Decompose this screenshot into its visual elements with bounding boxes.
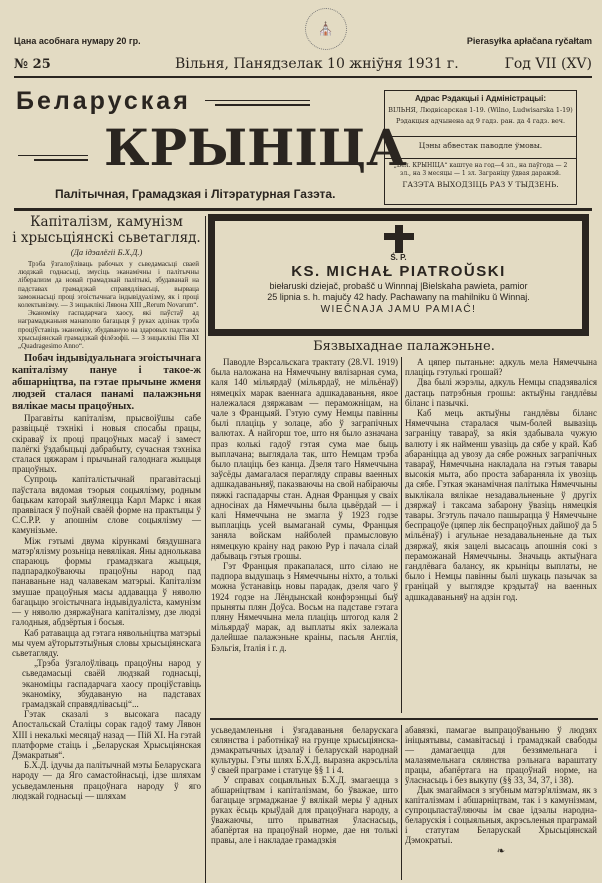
ornament-icon: ❧ xyxy=(496,846,506,857)
subscription-prices: „Бел. КРЫНІЦА“ каштуе на год—4 зл., на паўгода — 2 зл., на 3 месяцы — 1 зл. Заграніцу ўдвая даражэй. xyxy=(393,162,568,177)
paragraph: Б.Х.Д. ідучы да палітычнай мэты Беларускага народу — да Яго самастойнасьці, ідзе шляхам усьведамленьня працоўнага народу ў яго людзкай годнасьці — шляхам xyxy=(12,760,201,801)
obituary-box xyxy=(208,214,589,336)
paragraph: Гэтак сказалі з высокага пасаду Апостальскай Сталіцы сорак гадоў таму Лявон XIII і некалькі месяцаў назад — Пій XI. На гэтай платформе стаіць і „Беларуская Хрысьціянская Дэмакратыя“. xyxy=(12,709,201,760)
obituary-sp: Ś. P. xyxy=(390,253,407,262)
byline: (Да ідэалёгіі Б.Х.Д.) xyxy=(70,247,143,257)
ornament-line xyxy=(205,100,310,101)
section-rule xyxy=(210,718,598,720)
editorial-info-box xyxy=(384,90,577,205)
paragraph: А цяпер пытаньне: адкуль мела Нямеччына плаціць гэтулькі грошай? xyxy=(405,357,597,378)
left-article xyxy=(12,215,201,801)
address: ВІЛЬНЯ, Людвісарская 1-19. (Wilno, Ludwisarska 1-19) xyxy=(388,106,573,114)
title-line: Капіталізм, камунізм xyxy=(30,214,183,230)
epigraph-paragraph: Трэба ўзгалоўліваць рабочых у сьведамасьці сваей людзкай годнасьці, змусіць эканамічны і палітычны ліберализм да новай грамадзкай палітыкі, збудаванай на падставах грамадзкай справядлівасьці, вырваца заможнасьці проці эгоістычнага індывідуалізму, як і проці колектывізму. — З энцыклікі Лявона XIII „Rerum Novarum“. xyxy=(18,260,199,310)
paragraph: Прагавіты капіталізм, прысвоіўшы сабе развіцьцё тэхнікі і новыя спосабы працы, скіраваў іх проці працоўных масаў і замест палёгкі ўздабыцьці дабрабыту, сучасная тэхніка сталася цяжарам і прычынай галоднага жыцьця працоўных. xyxy=(12,413,201,475)
address-title: Адрас Рэдакцыі і Адміністрацыі: xyxy=(414,94,547,103)
obituary-text xyxy=(215,281,582,303)
cross-icon xyxy=(384,225,414,253)
column-divider xyxy=(205,216,206,883)
obituary-memorial: WIEČNAJA JAMU PAMIAĆ! xyxy=(320,304,477,315)
price-note: Цана асобнага нумару 20 гр. xyxy=(14,36,141,46)
paragraph: Супроць капіталістычнай прагавітасьці паўстала вядомая тэорыя соцыялізму, родным бацькам каторай зьяўляецца Карл Маркс і якая праявілася ў поўнай сваёй форме на практыцы ў С.С.Р.Р. у апошнім слове соцыялізму —камунізьме. xyxy=(12,474,201,536)
column-divider xyxy=(401,725,402,880)
dateline: Вільня, Панядзелак 10 жніўня 1931 г. xyxy=(175,56,459,72)
masthead-title: КРЫНІЦА xyxy=(104,118,407,177)
paragraph: Каб мець актыўны гандлёвы біланс Нямеччына старалася чым-болей вывазіць заграніцу тавараў, за якія здабывала чужую валюту і як найменш увазіць да сябе у край. Каб абараніцца ад увозу да сябе рожных заграпічных тавараў, Нямеччына накладала на гэтыя тавары высокія мыта, або проста забараняла іх увозіць да сябе. Гэткая эканамічная палітыка Нямеччыны выклікала вялікае незадавальненьне ў другіх дзяржаў і таксама забарону ўвазіць нямецкія тавары. Згэтуль пачало пашырацца ў Нямеччыне беспрацоўе (цяпер лік беспрацоўных дайшоў да 5 мільёнаў) і агульнае незадавальненьне да тых дзяржаў, якія зацелі высасаць апошнія сокі з пераможанай Нямеччыны. Значыць актыўнага гандлёвага балансу, як крыніцы выплаты, не было і Немцы павінны былі шукаць пазычак за граніцай у выглядзе крэдытаў на ваенных адшкадаваньняў на адзін год. xyxy=(405,408,597,602)
main-article-title: Бязвыхаднае палажэньне. xyxy=(313,339,495,354)
paragraph: Паводле Вэрсальскага трактату (28.VI. 1919) была наложана на Нямеччыну вялізарная сума, каля 140 мільярдаў (мільярдаў, не мільёнаў) нямецкіх марак ваеннага адшкадаваньня, якое належалася дзяржавам — пераможніцам, на чале з Францыяй. Гэтую суму Немцы павінны былі плаціць у золаце, або ў заграпічных валютах. А найгорш тое, што ня было азначана праз колькі гадоў гэтая сума мае быць выплачана; выглядала так, што Немцам трэба было плаціць без канца. Дзеля таго Нямеччына заўсёды дамагалася перагляду справы ваенных адшкадаваньняў, паказваючы на свой набіраючы пяжкі гаспадарчы стан. Адная Францыя у сваіх адносінах да Нямеччыны была цьвёрдай — і калі Нямеччына не змагла ў 1923 годзе выплаціць усей вымаганай сумы, Францыя заняла войскам найболей прамысловую нямецкую краіну над ракою Рур і пачала сілай дабываць гэтыя грошы. xyxy=(211,357,398,561)
ornament-line xyxy=(215,104,310,106)
epigraph xyxy=(12,260,201,353)
issue-number: № 25 xyxy=(14,57,51,72)
obituary-line: biełaruski dziejač, probašč u Winnnaj |Bielskaha pawieta, pamior xyxy=(269,281,528,291)
publication-frequency: ГАЗЭТА ВЫХОДЗІЦЬ РАЗ У ТЫДЗЕНЬ. xyxy=(402,180,559,189)
continuation-col1 xyxy=(211,725,398,845)
paragraph: Між гэтымі двума кірункамі бяздушнага матэр'ялізму розьніца невялікая. Яны аднолькава спараюць формы грамадзкага жыцьця, падпарадкоўваючы працоўны народ пад панаваньне над чалавекам матэрыі. Капіталізм змушае працоўныя масы аддавацца ў няволю багацьцю эгоістычнага індывідуаліста, камунізм — у няволю дзяржаўнага капіталізму, дзе людзі галодныя, абдзёртыя і босыя. xyxy=(12,535,201,628)
paragraph: Два былі жэрэлы, адкуль Немцы спадзяваліся дастаць патрэбныя грошы: актыўны гандлёвы біланс і пазычкі. xyxy=(405,377,597,408)
office-hours: Рэдакцыя адчынена ад 9 гадз. ран. да 4 гадз. веч. xyxy=(396,116,565,125)
masthead-subtitle: Палітычная, Грамадзкая і Літэратурная Газэта. xyxy=(55,187,336,201)
library-stamp-icon: ⛪ xyxy=(305,8,347,50)
main-article-col2 xyxy=(405,357,597,602)
paragraph: усьведамленьня і ўзгадаваньня беларускага сялянства і работнікаў на грунце хрысьціянска-дэмакратычных ідэалаў і беларускай народнай культуры. Гэты шлях Б.Х.Д. выразна акрэсьліла ў сваей праграме і статуце §§ 1 і 4. xyxy=(211,725,398,775)
masthead-rule xyxy=(14,208,592,211)
article-title xyxy=(12,215,201,246)
masthead-top: Беларуская xyxy=(16,87,191,115)
paragraph: Каб ратавацца ад гэтага нявольніцтва матэрыі мы чуем аўторытэтыўныя словы хрысьціянскага сьветагляду. xyxy=(12,627,201,658)
main-article-col1 xyxy=(211,357,398,653)
paragraph: Дык змагаймася з згубным матэр'ялізмам, як з капіталізмам і абшарніцтвам, так і з камунізмам, супроцьпастаўляючы ім свае ідэалы народна-беларускія і соцыяльныя, акрэсьленыя праграмай і статутам Беларускай Хрысьціянскай Дэмократыі. xyxy=(405,785,597,845)
header-rule xyxy=(14,76,592,78)
paragraph: Гэт Францыя пракапалася, што сілаю не падпора выдушаць з Нямеччыны ніхто, а толькі можна ўстанавіць новы парадак, дзеля чаго ў 1924 годзе на Лёндынскай конфэрэнцыі быў прыняты плян Доўса. Восьм на падставе гэтага пляну Нямеччына мела плаціць штогод каля 2 мільярдаў марак, ад выплаты якіх залежала далейшае палажэньне краіны, пасьля Англія, Бэльгія, Італія і г. д. xyxy=(211,561,398,653)
obituary-line: 25 lipnia s. h. majučy 42 hady. Pachawany na mahilniku ŭ Winnaj. xyxy=(267,292,530,302)
quote-paragraph: „Трэба ўзгалоўліваць працоўны народ у сьведамасьці сваёй людзкай годнасьці, эканоміцы гаспадарчага хаосу проціўставіць эканоміку, збудаваную на падставах грамадзкай справядлівасьці“... xyxy=(22,658,201,709)
ornament-line xyxy=(18,155,88,156)
obituary-name: KS. MICHAŁ PIATROŬSKI xyxy=(291,263,506,280)
column-divider xyxy=(401,357,402,713)
ornament-line xyxy=(34,159,88,161)
paragraph: абавязкі, памагае выпрацоўваньню ў людзях ініцыятывы, самавітасьці і грамадзкай свабоды — дамагаецца для беззямельнага і малазямельнага сялянства рэльнага вараштату працы, абапёртага на працоўнай норме, на ўласнасьць і без выкупу (§§ 33, 34, 37, і 38). xyxy=(405,725,597,785)
volume-year: Год VII (XV) xyxy=(504,56,592,72)
epigraph-paragraph: Эканоміку гаспадарчага хаосу, які паўстаў ад награмаджаньня манаполю багацьця ў руках адзінак трэба проціўставіць эканоміку, збудаваную на здаровых падставах хрысьціянскай грамадзкай філёзофіі. — З энцыклікі Пія XI „Quadragesimo Anno“. xyxy=(18,309,199,351)
continuation-col2 xyxy=(405,725,597,857)
postage-note: Pierasyłka apłačana ryčałtam xyxy=(466,36,592,46)
lead-paragraph: Побач індывідуальнага эгоістычнага капіталізму пануе і такое-ж абшарніцтва, па гэтае прычыне жменя людзей сталася панамі палажэньня вялікае масы працоўных. xyxy=(12,353,201,413)
ads-note: Цэны абвестак паводле ўмовы. xyxy=(385,137,576,159)
paragraph: У справах соцыяльных Б.Х.Д. змагаецца з абшарніцтвам і капіталізмам, бо ўважае, што багацьце згрмаджанае ў вялікай меры ў адных руках ёсьць крыўдай для працоўнага народу, а ўважаючы, што прыватная ўласнасьць, абапёртая на працоўнай норме, дае ня толькі правы, але і накладае грамадзкія xyxy=(211,775,398,845)
title-line: і хрысьціянскі сьветагляд. xyxy=(12,229,201,246)
